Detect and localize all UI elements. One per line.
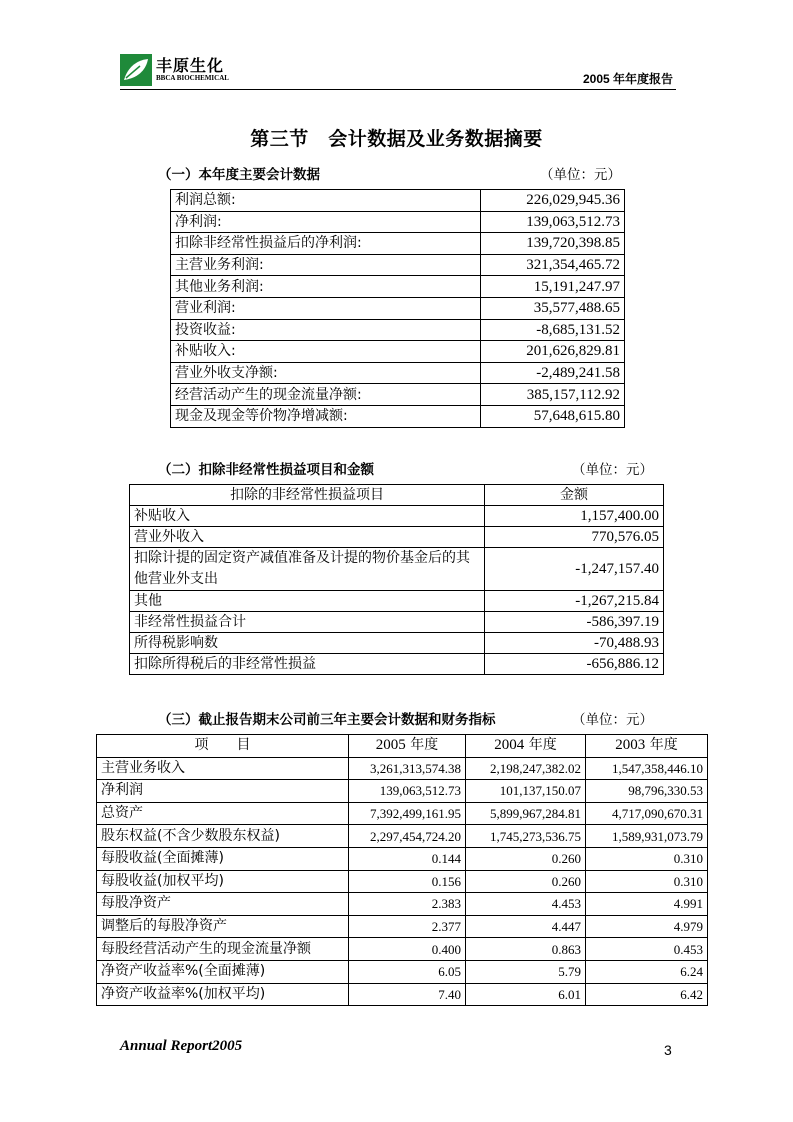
value-2004: 4.453 [466, 893, 586, 916]
table-row [171, 233, 625, 255]
table-row [130, 654, 664, 675]
row-label: 所得税影响数 [130, 633, 485, 654]
row-value: 201,626,829.81 [481, 341, 625, 363]
value-2003: 1,547,358,446.10 [586, 757, 708, 780]
row-label: 总资产 [97, 802, 349, 825]
row-value: 321,354,465.72 [481, 254, 625, 276]
row-value: 226,029,945.36 [481, 190, 625, 212]
table-row [171, 319, 625, 341]
table-row [171, 362, 625, 384]
value-2005: 6.05 [349, 960, 466, 983]
non-recurring-items-table [129, 484, 664, 675]
column-header-item: 项 目 [97, 735, 349, 758]
value-2003: 4,717,090,670.31 [586, 802, 708, 825]
table-row [97, 870, 708, 893]
value-2005: 0.400 [349, 938, 466, 961]
value-2003: 0.310 [586, 847, 708, 870]
row-label: 现金及现金等价物净增减额: [171, 405, 481, 427]
value-2004: 6.01 [466, 983, 586, 1006]
value-2005: 2.383 [349, 893, 466, 916]
value-2004: 2,198,247,382.02 [466, 757, 586, 780]
table-row [97, 780, 708, 803]
table-row [97, 915, 708, 938]
table-row [97, 802, 708, 825]
table-row [130, 591, 664, 612]
value-2003: 0.310 [586, 870, 708, 893]
footer-annual-report: Annual Report2005 [120, 1038, 243, 1054]
part1-unit: （单位：元） [540, 167, 621, 183]
table-row [97, 938, 708, 961]
table-row [130, 633, 664, 654]
value-2005: 7,392,499,161.95 [349, 802, 466, 825]
row-label: 营业利润: [171, 297, 481, 319]
table-row [130, 527, 664, 548]
row-value: -1,267,215.84 [485, 591, 664, 612]
company-logo [120, 54, 255, 86]
value-2003: 4.991 [586, 893, 708, 916]
row-label: 每股收益(加权平均) [97, 870, 349, 893]
report-title: 2005 年年度报告 [582, 72, 673, 86]
value-2003: 0.453 [586, 938, 708, 961]
main-accounting-data-table [170, 189, 625, 428]
row-label: 股东权益(不含少数股东权益) [97, 825, 349, 848]
row-label: 净利润: [171, 211, 481, 233]
row-label: 每股收益(全面摊薄) [97, 847, 349, 870]
row-value: -2,489,241.58 [481, 362, 625, 384]
row-label: 主营业务收入 [97, 757, 349, 780]
row-value: 35,577,488.65 [481, 297, 625, 319]
table-row [171, 384, 625, 406]
table-row [130, 548, 664, 591]
leaf-logo-icon [120, 54, 152, 86]
value-2005: 3,261,313,574.38 [349, 757, 466, 780]
row-value: 385,157,112.92 [481, 384, 625, 406]
row-label: 补贴收入: [171, 341, 481, 363]
row-value: -1,247,157.40 [485, 548, 664, 591]
row-label: 非经常性损益合计 [130, 612, 485, 633]
part3-title: （三）截止报告期末公司前三年主要会计数据和财务指标 [158, 712, 496, 728]
logo-chinese-name: 丰原生化 [156, 56, 225, 75]
row-value: 15,191,247.97 [481, 276, 625, 298]
row-label: 调整后的每股净资产 [97, 915, 349, 938]
table-row [171, 276, 625, 298]
row-label: 主营业务利润: [171, 254, 481, 276]
column-header-year-2005: 2005 年度 [349, 735, 466, 758]
table-row [97, 847, 708, 870]
value-2003: 6.42 [586, 983, 708, 1006]
value-2004: 0.260 [466, 847, 586, 870]
table-row [171, 405, 625, 427]
table-row [97, 757, 708, 780]
row-value: 1,157,400.00 [485, 506, 664, 527]
part3-unit: （单位：元） [572, 712, 653, 728]
row-label: 扣除所得税后的非经常性损益 [130, 654, 485, 675]
table-row [97, 893, 708, 916]
row-label: 其他业务利润: [171, 276, 481, 298]
row-value: -656,886.12 [485, 654, 664, 675]
part1-title: （一）本年度主要会计数据 [158, 167, 320, 183]
column-header-item: 扣除的非经常性损益项目 [130, 485, 485, 506]
row-label: 净资产收益率%(加权平均) [97, 983, 349, 1006]
table-row [171, 211, 625, 233]
row-value: 139,063,512.73 [481, 211, 625, 233]
table-row [171, 341, 625, 363]
row-label: 补贴收入 [130, 506, 485, 527]
value-2005: 0.156 [349, 870, 466, 893]
table-row [171, 297, 625, 319]
table-row [171, 254, 625, 276]
row-label: 其他 [130, 591, 485, 612]
value-2004: 4.447 [466, 915, 586, 938]
section-title: 第三节 会计数据及业务数据摘要 [250, 128, 543, 150]
part2-title: （二）扣除非经常性损益项目和金额 [158, 462, 374, 478]
value-2004: 1,745,273,536.75 [466, 825, 586, 848]
value-2005: 139,063,512.73 [349, 780, 466, 803]
row-value: -70,488.93 [485, 633, 664, 654]
value-2004: 0.260 [466, 870, 586, 893]
value-2004: 5.79 [466, 960, 586, 983]
row-label: 投资收益: [171, 319, 481, 341]
value-2004: 101,137,150.07 [466, 780, 586, 803]
row-label: 每股经营活动产生的现金流量净额 [97, 938, 349, 961]
table-row [130, 612, 664, 633]
row-value: 139,720,398.85 [481, 233, 625, 255]
row-label: 营业外收入 [130, 527, 485, 548]
value-2004: 5,899,967,284.81 [466, 802, 586, 825]
row-label: 每股净资产 [97, 893, 349, 916]
value-2003: 6.24 [586, 960, 708, 983]
table-row [130, 506, 664, 527]
value-2003: 4.979 [586, 915, 708, 938]
page-number: 3 [664, 1042, 672, 1058]
table-row [97, 825, 708, 848]
row-label: 扣除非经常性损益后的净利润: [171, 233, 481, 255]
row-value: -8,685,131.52 [481, 319, 625, 341]
table-header-row [97, 735, 708, 758]
row-label: 经营活动产生的现金流量净额: [171, 384, 481, 406]
value-2004: 0.863 [466, 938, 586, 961]
column-header-year-2004: 2004 年度 [466, 735, 586, 758]
part2-unit: （单位：元） [572, 462, 653, 478]
column-header-amount: 金额 [485, 485, 664, 506]
column-header-year-2003: 2003 年度 [586, 735, 708, 758]
table-row [97, 960, 708, 983]
value-2003: 1,589,931,073.79 [586, 825, 708, 848]
row-label: 扣除计提的固定资产减值准备及计提的物价基金后的其他营业外支出 [130, 548, 485, 591]
row-label: 净利润 [97, 780, 349, 803]
row-label: 净资产收益率%(全面摊薄) [97, 960, 349, 983]
value-2005: 2.377 [349, 915, 466, 938]
table-header-row [130, 485, 664, 506]
row-label: 营业外收支净额: [171, 362, 481, 384]
value-2003: 98,796,330.53 [586, 780, 708, 803]
row-value: -586,397.19 [485, 612, 664, 633]
logo-english-name: BBCA BIOCHEMICAL [156, 74, 229, 82]
table-row [97, 983, 708, 1006]
row-value: 770,576.05 [485, 527, 664, 548]
row-value: 57,648,615.80 [481, 405, 625, 427]
value-2005: 7.40 [349, 983, 466, 1006]
table-row [171, 190, 625, 212]
value-2005: 2,297,454,724.20 [349, 825, 466, 848]
value-2005: 0.144 [349, 847, 466, 870]
three-year-financial-table [96, 734, 708, 1006]
header-divider [120, 89, 676, 90]
row-label: 利润总额: [171, 190, 481, 212]
